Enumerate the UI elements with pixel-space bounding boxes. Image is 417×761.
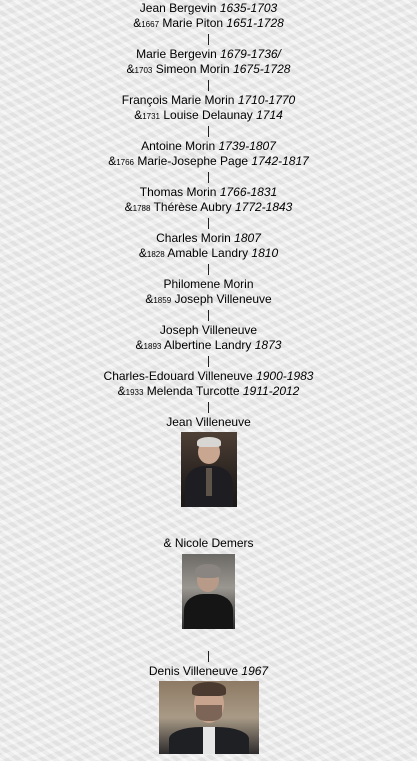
marriage-line: &1667 Marie Piton 1651-1728 xyxy=(133,16,284,30)
jean-villeneuve-photo xyxy=(181,432,237,507)
marriage-year: 1788 xyxy=(132,204,151,213)
connector-line xyxy=(0,78,417,93)
person-name: Jean Villeneuve xyxy=(166,415,251,429)
connector-line xyxy=(0,354,417,369)
generations-list xyxy=(0,1,417,415)
person-name: Jean Bergevin 1635-1703 xyxy=(139,1,278,15)
generation-block xyxy=(0,47,417,93)
generation-block xyxy=(0,1,417,47)
generation-block xyxy=(0,93,417,139)
person-name: Philomene Morin xyxy=(163,277,254,291)
marriage-line: &1828 Amable Landry 1810 xyxy=(138,246,279,260)
generation-block xyxy=(0,139,417,185)
marriage-year: 1731 xyxy=(142,112,160,121)
marriage-line: &1933 Melenda Turcotte 1911-2012 xyxy=(117,384,300,398)
marriage-line: &1788 Thérèse Aubry 1772-1843 xyxy=(124,200,293,214)
marriage-line: &1766 Marie-Josephe Page 1742-1817 xyxy=(108,154,309,168)
generation-block xyxy=(0,369,417,415)
person-name: Marie Bergevin 1679-1736/ xyxy=(136,47,281,61)
marriage-year: 1893 xyxy=(143,342,162,351)
marriage-year: 1828 xyxy=(146,250,165,259)
connector-line xyxy=(0,308,417,323)
nicole-demers-photo xyxy=(182,554,235,629)
marriage-line: &1731 Louise Delaunay 1714 xyxy=(134,108,283,122)
generation-block xyxy=(0,185,417,231)
connector-line xyxy=(0,400,417,415)
generation-block xyxy=(0,277,417,323)
marriage-line: &1893 Albertine Landry 1873 xyxy=(135,338,282,352)
generation-block xyxy=(0,323,417,369)
connector-line xyxy=(0,170,417,185)
connector-line xyxy=(0,649,417,664)
marriage-line: &1703 Simeon Morin 1675-1728 xyxy=(126,62,291,76)
person-name: Charles-Edouard Villeneuve 1900-1983 xyxy=(103,369,314,383)
person-name: Joseph Villeneuve xyxy=(159,323,258,337)
generation-block xyxy=(0,231,417,277)
denis-villeneuve-photo xyxy=(159,681,259,754)
person-name: François Marie Morin 1710-1770 xyxy=(121,93,296,107)
spouse-name: & Nicole Demers xyxy=(163,536,254,550)
marriage-year: 1766 xyxy=(116,158,134,167)
connector-line xyxy=(0,32,417,47)
person-name: Thomas Morin 1766-1831 xyxy=(139,185,278,199)
connector-line xyxy=(0,216,417,231)
connector-line xyxy=(0,124,417,139)
marriage-year: 1703 xyxy=(134,66,153,75)
marriage-year: 1667 xyxy=(141,20,160,29)
person-name: Antoine Morin 1739-1807 xyxy=(141,139,276,153)
person-name: Charles Morin 1807 xyxy=(156,231,261,245)
person-name: Denis Villeneuve 1967 xyxy=(148,664,269,678)
marriage-year: 1933 xyxy=(125,388,144,397)
marriage-year: 1859 xyxy=(153,296,172,305)
marriage-line: &1859 Joseph Villeneuve xyxy=(145,292,272,306)
connector-line xyxy=(0,262,417,277)
